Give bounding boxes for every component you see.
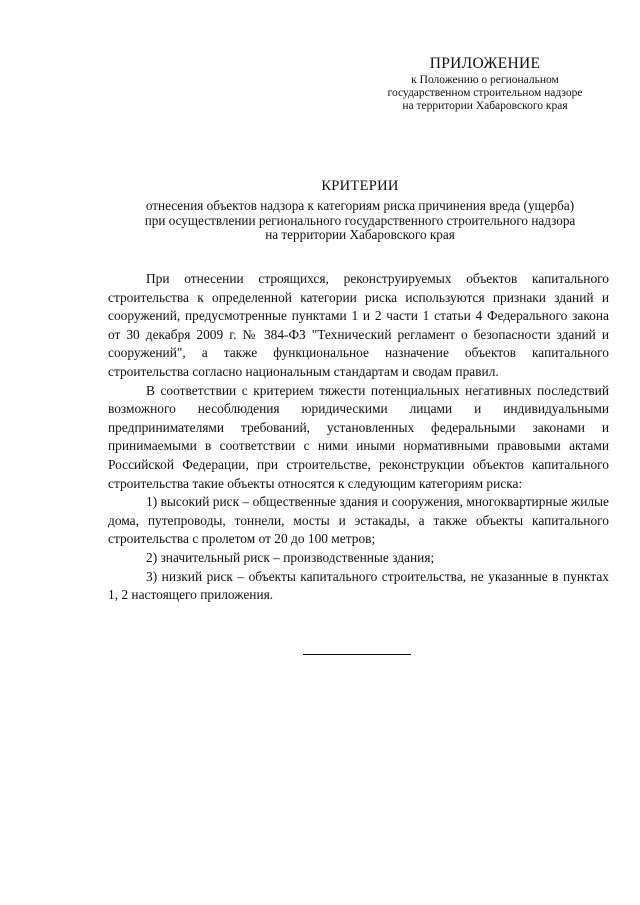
criteria-heading [100,176,620,243]
list-item-high-risk: 1) высокий риск – общественные здания и сооружения, многоквартирные жилые дома, путепроводы, тоннели, мосты и эстакады, а также объекты капитального строительства с пролетом от 20 до 100 метров; [108,494,609,547]
appendix-subtitle-line: к Положению о региональном [411,74,559,86]
list-item-low-risk: 3) низкий риск – объекты капитального строительства, не указанные в пунктах 1, 2 настоящего приложения. [108,568,609,603]
appendix-title: ПРИЛОЖЕНИЕ [429,55,541,72]
paragraph-severity-criterion: В соответствии с критерием тяжести потенциальных негативных последствий возможного несоблюдения юридическими лицами и индивидуальными предпринимателями требований, установленных федеральными законами и принимаемыми в соответствии с ними иными нормативными правовыми актами Российской Федерации, при строительстве, реконструкции объектов капитального строительства такие объекты относятся к следующим категориям риска: [108,382,609,491]
paragraph-risk-attributes: При отнесении строящихся, реконструируемых объектов капитального строительства к определенной категории риска используются признаки зданий и сооружений, предусмотренные пунктами 1 и 2 части 1 статьи 4 Федерального закона от 30 декабря 2009 г. № 384-ФЗ "Технический регламент о безопасности зданий и сооружений", а также функциональное назначение объектов капитального строительства согласно национальным стандартам и сводам правил. [108,271,609,379]
appendix-subtitle-line: на территории Хабаровского края [402,100,568,112]
appendix-subtitle-line: государственном строительном надзоре [387,87,583,99]
criteria-subtitle-line: на территории Хабаровского края [265,227,455,242]
list-item-significant-risk: 2) значительный риск – производственные здания; [146,549,435,565]
criteria-subtitle-line: при осуществлении регионального государственного строительного надзора [144,212,576,228]
closing-separator-line [303,654,411,655]
document-body [108,270,609,605]
criteria-subtitle-line: отнесения объектов надзора к категориям риска причинения вреда (ущерба) [145,198,575,213]
appendix-header [360,54,610,113]
criteria-title: КРИТЕРИИ [321,178,399,194]
